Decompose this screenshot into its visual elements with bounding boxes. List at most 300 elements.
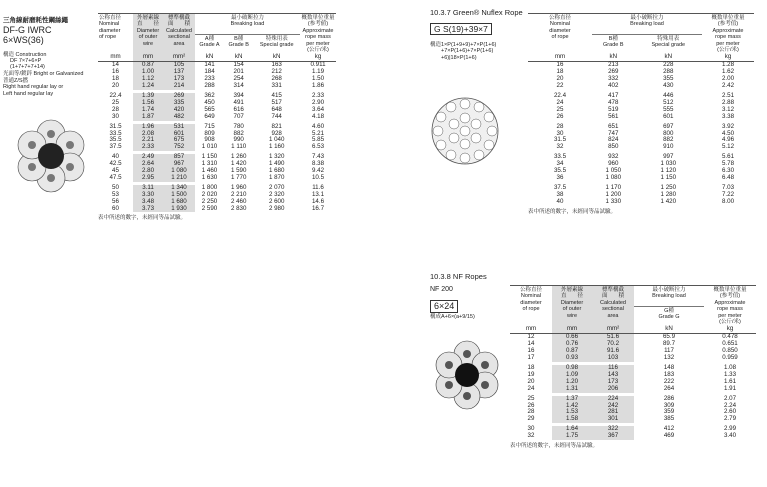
table-cell: 555 — [663, 105, 674, 113]
table-row — [510, 433, 756, 440]
col-mass: 概数単位重量 (参考値) Approximate rope mass per meter (公斤/米) — [301, 15, 335, 54]
table-cell: 417 — [608, 91, 619, 99]
table-cell: 16 — [556, 61, 564, 69]
unit-b: kN — [234, 53, 243, 61]
table-cell: 4.96 — [721, 136, 735, 144]
table-cell: 8.38 — [311, 160, 325, 168]
table-cell: 1.12 — [133, 76, 163, 83]
table-cell: 601 — [163, 131, 195, 138]
table-cell: 214 — [163, 83, 195, 90]
col-outer-wire: 外層素線 直 径 Diameter of outer wire — [133, 14, 163, 55]
table-cell: 36 — [556, 173, 564, 181]
table-cell: 14 — [527, 340, 535, 348]
table-cell: 651 — [608, 122, 619, 130]
table-cell: 2.88 — [721, 98, 735, 106]
table-cell: 3.40 — [723, 432, 737, 440]
nf-col-grade-g: G種 Grade G — [658, 307, 680, 321]
table-cell: 5.12 — [721, 143, 735, 151]
col-nominal: 公称直径 Nominal diameter of rope — [99, 15, 122, 41]
col-breaking: 最小破断拉力 Breaking load — [195, 14, 300, 35]
unit-a: kN — [205, 53, 214, 61]
table-cell: 752 — [163, 144, 195, 151]
table-cell: 402 — [608, 82, 619, 90]
nf-table — [510, 285, 756, 449]
table-cell: 430 — [663, 82, 674, 90]
table-cell: 13.1 — [311, 190, 325, 198]
table-row — [510, 409, 756, 416]
left-product-block — [3, 17, 103, 45]
table-row — [98, 154, 336, 161]
table-cell: 1 010 — [201, 143, 218, 151]
table-cell: 1.53 — [552, 409, 592, 416]
nuflex-col-special: 特殊用表 Special grade — [651, 35, 686, 49]
table-cell: 2 250 — [201, 197, 218, 205]
table-cell: 332 — [608, 75, 619, 83]
table-cell: 1.74 — [133, 107, 163, 114]
table-cell: 3.73 — [133, 206, 163, 213]
table-cell: 40 — [112, 153, 119, 161]
table-cell: 29 — [527, 415, 535, 423]
table-cell: 2.80 — [133, 168, 163, 175]
table-row — [510, 334, 756, 341]
table-cell: 5.21 — [311, 129, 325, 137]
table-cell: 1.61 — [723, 377, 737, 385]
table-cell: 359 — [663, 408, 675, 416]
table-row — [510, 365, 756, 372]
table-cell: 2 020 — [201, 190, 218, 198]
table-cell: 31.5 — [553, 136, 567, 144]
table-cell: 1 150 — [201, 153, 218, 161]
table-cell: 2.33 — [311, 91, 325, 99]
table-cell: 70.2 — [592, 341, 634, 348]
table-row — [98, 114, 336, 121]
table-cell: 148 — [663, 363, 675, 371]
table-cell: 1 630 — [201, 173, 218, 181]
table-cell: 1 500 — [163, 192, 195, 199]
table-row — [98, 131, 336, 138]
nf-col-mass: 概数単位重量 (参考值) Approximate rope mass per meter (公斤/米) — [713, 287, 747, 326]
table-cell: 141 — [204, 61, 215, 69]
table-cell: 254 — [233, 75, 244, 83]
table-cell: 137 — [163, 69, 195, 76]
table-cell: 242 — [592, 403, 634, 410]
table-cell: 25 — [112, 98, 119, 106]
table-row — [528, 175, 754, 182]
table-cell: 1.08 — [723, 363, 737, 371]
table-cell: 1 930 — [163, 206, 195, 213]
table-cell: 5.78 — [721, 160, 735, 168]
left-construction-label: 構造 Construction — [3, 52, 47, 58]
table-cell: 3.64 — [311, 105, 325, 113]
nuflex-table-body — [528, 62, 754, 206]
table-cell: 22 — [556, 82, 564, 90]
table-cell: 212 — [271, 68, 282, 76]
table-cell: 28 — [112, 105, 119, 113]
unit-nominal: mm — [110, 53, 121, 61]
table-cell: 1 080 — [163, 168, 195, 175]
table-cell: 14.6 — [311, 197, 325, 205]
table-cell: 2.21 — [133, 137, 163, 144]
table-cell: 2 980 — [268, 204, 285, 212]
table-cell: 857 — [163, 154, 195, 161]
table-cell: 3.92 — [721, 122, 735, 130]
table-cell: 22.4 — [109, 91, 122, 99]
table-cell: 420 — [163, 107, 195, 114]
table-row — [98, 175, 336, 182]
table-cell: 4.50 — [721, 129, 735, 137]
table-cell: 1 800 — [201, 183, 218, 191]
table-cell: 2.99 — [723, 425, 737, 433]
table-cell: 1 120 — [660, 167, 677, 175]
table-cell: 38 — [556, 190, 564, 198]
table-cell: 51.6 — [592, 334, 634, 341]
table-cell: 1.96 — [133, 124, 163, 131]
table-cell: 40 — [556, 197, 564, 205]
nf-unit-area: mm² — [592, 326, 634, 333]
table-cell: 22.4 — [553, 91, 567, 99]
table-cell: 1.28 — [721, 61, 735, 69]
table-cell: 707 — [233, 112, 244, 120]
table-cell: 821 — [271, 122, 282, 130]
table-cell: 1.56 — [133, 100, 163, 107]
table-cell: 1.00 — [133, 69, 163, 76]
nuflex-rope-image — [430, 96, 500, 166]
table-row — [528, 83, 754, 90]
nuflex-unit-nominal: mm — [554, 53, 566, 61]
table-cell: 20 — [112, 82, 119, 90]
table-cell: 0.651 — [722, 340, 738, 348]
left-model: DF-G IWRC — [3, 25, 52, 35]
table-cell: 2.51 — [721, 91, 735, 99]
nuflex-footnote: 表中所述的數字，未經同等品試驗。 — [528, 208, 617, 215]
nuflex-table — [528, 13, 754, 215]
table-cell: 1 680 — [268, 167, 285, 175]
table-cell: 309 — [663, 401, 675, 409]
table-cell: 105 — [163, 62, 195, 69]
left-title: 三角線耐磨耗性鋼絲繩 — [3, 17, 68, 24]
table-cell: 18 — [527, 363, 535, 371]
table-cell: 1.37 — [552, 396, 592, 403]
table-cell: 2 590 — [201, 204, 218, 212]
table-cell: 60 — [112, 204, 119, 212]
table-row — [98, 76, 336, 83]
table-cell: 1 420 — [230, 160, 247, 168]
table-row — [510, 426, 756, 433]
table-cell: 394 — [233, 91, 244, 99]
table-cell: 4.18 — [311, 112, 325, 120]
nuflex-spec-table — [528, 13, 754, 206]
nf-construction-box — [430, 296, 458, 314]
nf-table-body — [510, 334, 756, 440]
col-area: 標準構截 面 積 Calculated sectional area — [163, 14, 195, 55]
table-cell: 42.5 — [109, 160, 122, 168]
table-cell: 173 — [592, 379, 634, 386]
left-table — [98, 13, 336, 222]
table-row — [528, 144, 754, 151]
nuflex-unit-b: kN — [609, 53, 618, 61]
left-footnote: 表中所述的數字，未經同等品試驗。 — [98, 215, 187, 222]
table-cell: 355 — [663, 75, 674, 83]
table-cell: 35.5 — [109, 136, 122, 144]
table-cell: 28 — [556, 122, 564, 130]
nf-col-nominal: 公称直径 Nominal diameter of rope — [519, 287, 542, 313]
nf-unit-nominal: mm — [525, 325, 537, 333]
nuflex-col-breaking: 最小破断拉力 Breaking load — [592, 14, 702, 35]
table-cell: 20 — [556, 75, 564, 83]
table-cell: 1.91 — [723, 384, 737, 392]
table-cell: 2.64 — [133, 161, 163, 168]
table-cell: 7.22 — [721, 190, 735, 198]
table-cell: 2.33 — [133, 144, 163, 151]
nf-rope-image — [432, 340, 502, 410]
table-cell: 4.60 — [311, 122, 325, 130]
table-row — [510, 348, 756, 355]
table-cell: 1.62 — [721, 68, 735, 76]
table-cell: 33.5 — [553, 153, 567, 161]
col-special: 特殊用表 Special grade — [259, 35, 294, 49]
table-cell: 1 330 — [605, 197, 622, 205]
table-row — [528, 114, 754, 121]
table-cell: 809 — [204, 129, 215, 137]
table-cell: 286 — [663, 394, 675, 402]
table-cell: 1 680 — [163, 199, 195, 206]
table-cell: 385 — [663, 415, 675, 423]
table-row — [98, 192, 336, 199]
left-spec-table — [98, 13, 336, 212]
table-cell: 1.09 — [552, 372, 592, 379]
table-cell: 1 170 — [605, 183, 622, 191]
table-cell: 1 420 — [660, 197, 677, 205]
nf-spec-table — [510, 285, 756, 440]
nf-col-breaking: 最小破断拉力 Breaking load — [634, 286, 704, 307]
table-cell: 882 — [663, 136, 674, 144]
table-cell: 1.33 — [723, 370, 737, 378]
table-cell: 1 770 — [230, 173, 247, 181]
table-cell: 1.19 — [311, 68, 325, 76]
table-cell: 183 — [663, 370, 675, 378]
table-cell: 0.911 — [310, 61, 326, 69]
table-cell: 281 — [592, 409, 634, 416]
table-cell: 20 — [527, 377, 535, 385]
table-cell: 1.39 — [133, 93, 163, 100]
table-cell: 50 — [112, 183, 119, 191]
table-cell: 2 830 — [230, 204, 247, 212]
table-cell: 14 — [112, 61, 119, 69]
table-cell: 3.48 — [133, 199, 163, 206]
rope-cross-section-image — [12, 117, 90, 195]
table-cell: 747 — [608, 129, 619, 137]
nuflex-col-grade-b: B種 Grade B — [603, 35, 624, 49]
nf-footnote: 表中所述的數字，未經同等品試驗。 — [510, 443, 599, 450]
table-cell: 24 — [556, 98, 564, 106]
table-cell: 10.5 — [311, 173, 325, 181]
table-cell: 997 — [663, 153, 674, 161]
table-cell: 697 — [663, 122, 674, 130]
nuflex-rope-cross-section — [430, 96, 500, 166]
nf-unit-outer-wire: mm — [552, 326, 592, 333]
table-row — [98, 107, 336, 114]
table-cell: 908 — [204, 136, 215, 144]
table-cell: 288 — [663, 68, 674, 76]
table-cell: 18 — [556, 68, 564, 76]
table-cell: 1.50 — [311, 75, 325, 83]
table-cell: 2.95 — [133, 175, 163, 182]
table-cell: 1 200 — [605, 190, 622, 198]
table-cell: 478 — [608, 98, 619, 106]
table-cell: 228 — [663, 61, 674, 69]
table-cell: 1.24 — [133, 83, 163, 90]
table-cell: 616 — [233, 105, 244, 113]
table-cell: 34 — [556, 160, 564, 168]
left-construction: 6×WS(36) — [3, 35, 44, 45]
table-cell: 2.79 — [723, 415, 737, 423]
table-cell: 103 — [592, 355, 634, 362]
table-cell: 17 — [527, 354, 535, 362]
table-cell: 1 490 — [268, 160, 285, 168]
table-cell: 412 — [663, 425, 675, 433]
table-cell: 3.30 — [133, 192, 163, 199]
table-cell: 648 — [271, 105, 282, 113]
table-cell: 960 — [608, 160, 619, 168]
table-cell: 1 310 — [201, 160, 218, 168]
nf-construction-label: 構成 — [430, 314, 442, 320]
table-cell: 1 320 — [268, 153, 285, 161]
table-cell: 9.42 — [311, 167, 325, 175]
table-row — [98, 100, 336, 107]
table-cell: 47.5 — [109, 173, 122, 181]
table-cell: 2 210 — [230, 190, 247, 198]
table-cell: 2 600 — [268, 197, 285, 205]
table-cell: 30 — [112, 112, 119, 120]
table-cell: 2.42 — [721, 82, 735, 90]
table-cell: 269 — [608, 68, 619, 76]
table-cell: 5.61 — [721, 153, 735, 161]
table-cell: 928 — [271, 129, 282, 137]
table-cell: 0.87 — [552, 348, 592, 355]
table-cell: 0.93 — [552, 355, 592, 362]
nuflex-heading: 10.3.7 Green® Nuflex Rope — [430, 8, 523, 17]
col-grade-b: B種 Grade B — [228, 35, 249, 49]
table-cell: 1 050 — [605, 167, 622, 175]
unit-s: kN — [272, 53, 281, 61]
table-row — [98, 206, 336, 213]
table-cell: 33.5 — [109, 129, 122, 137]
table-cell: 6.30 — [721, 167, 735, 175]
nf-unit-g: kN — [665, 325, 673, 333]
table-cell: 2.60 — [723, 408, 737, 416]
table-cell: 116 — [592, 365, 634, 372]
table-cell: 1 280 — [660, 190, 677, 198]
table-cell: 154 — [233, 61, 244, 69]
left-finish-note: 光面等/鍍鋅 Bright or Galvanized — [3, 71, 84, 77]
table-cell: 932 — [608, 153, 619, 161]
left-construction-note: DF 7×7+6×P (1+7+7+7+14) — [10, 58, 45, 71]
unit-mass: kg — [314, 53, 322, 61]
table-cell: 173 — [163, 76, 195, 83]
table-cell: 45 — [112, 167, 119, 175]
table-cell: 990 — [233, 136, 244, 144]
table-cell: 1 160 — [268, 143, 285, 151]
table-row — [98, 144, 336, 151]
table-row — [528, 199, 754, 206]
table-row — [98, 161, 336, 168]
col-grade-a: A種 Grade A — [199, 35, 220, 49]
table-cell: 565 — [204, 105, 215, 113]
table-row — [98, 124, 336, 131]
table-cell: 24 — [527, 384, 535, 392]
table-row — [98, 83, 336, 90]
table-cell: 11.6 — [312, 183, 324, 191]
table-cell: 3.38 — [721, 112, 735, 120]
table-cell: 0.76 — [552, 341, 592, 348]
table-cell: 6.53 — [311, 143, 325, 151]
nuflex-construction: 1×P(1+9+9)+7×P(1+6) +7×P(1+6)+7×P(1+6) +6)|18×P(1+6) — [441, 42, 497, 61]
table-cell: 0.98 — [552, 365, 592, 372]
table-cell: 446 — [663, 91, 674, 99]
table-cell: 233 — [204, 75, 215, 83]
table-cell: 561 — [608, 112, 619, 120]
table-cell: 715 — [204, 122, 215, 130]
nuflex-model-text: G S(19)+39×7 — [430, 23, 492, 35]
table-cell: 415 — [271, 91, 282, 99]
table-cell: 19 — [527, 370, 535, 378]
table-cell: 269 — [163, 93, 195, 100]
table-row — [510, 416, 756, 423]
table-cell: 12 — [527, 333, 535, 341]
table-cell: 3.12 — [721, 105, 735, 113]
table-cell: 1 590 — [230, 167, 247, 175]
table-row — [98, 93, 336, 100]
table-cell: 367 — [592, 433, 634, 440]
nf-unit-mass: kg — [726, 325, 734, 333]
table-cell: 91.6 — [592, 348, 634, 355]
table-cell: 882 — [233, 129, 244, 137]
table-cell: 25 — [556, 105, 564, 113]
nf-col-outer-wire: 外層素線 直 径 Diameter of outer wire — [552, 286, 592, 327]
nuflex-unit-mass: kg — [724, 53, 732, 61]
table-cell: 2.90 — [311, 98, 325, 106]
table-cell: 222 — [663, 377, 675, 385]
table-cell: 30 — [527, 425, 535, 433]
table-cell: 331 — [271, 82, 282, 90]
unit-area: mm² — [163, 54, 195, 61]
table-row — [510, 379, 756, 386]
table-cell: 56 — [112, 197, 119, 205]
table-cell: 322 — [592, 426, 634, 433]
table-cell: 53 — [112, 190, 119, 198]
table-cell: 213 — [608, 61, 619, 69]
table-cell: 1.86 — [311, 82, 325, 90]
table-cell: 26 — [527, 401, 535, 409]
table-cell: 1.31 — [552, 386, 592, 393]
table-cell: 450 — [204, 98, 215, 106]
table-cell: 780 — [233, 122, 244, 130]
table-cell: 1 460 — [201, 167, 218, 175]
nuflex-unit-s: kN — [664, 53, 673, 61]
table-cell: 25 — [527, 394, 535, 402]
table-cell: 0.959 — [722, 354, 738, 362]
table-cell: 206 — [592, 386, 634, 393]
table-cell: 2.24 — [723, 401, 737, 409]
table-cell: 26 — [556, 112, 564, 120]
table-cell: 224 — [592, 396, 634, 403]
table-cell: 6.48 — [721, 173, 735, 181]
table-cell: 1.58 — [552, 416, 592, 423]
left-rope-cross-section — [12, 117, 90, 195]
table-cell: 850 — [608, 143, 619, 151]
table-cell: 2 460 — [230, 197, 247, 205]
table-cell: 512 — [663, 98, 674, 106]
